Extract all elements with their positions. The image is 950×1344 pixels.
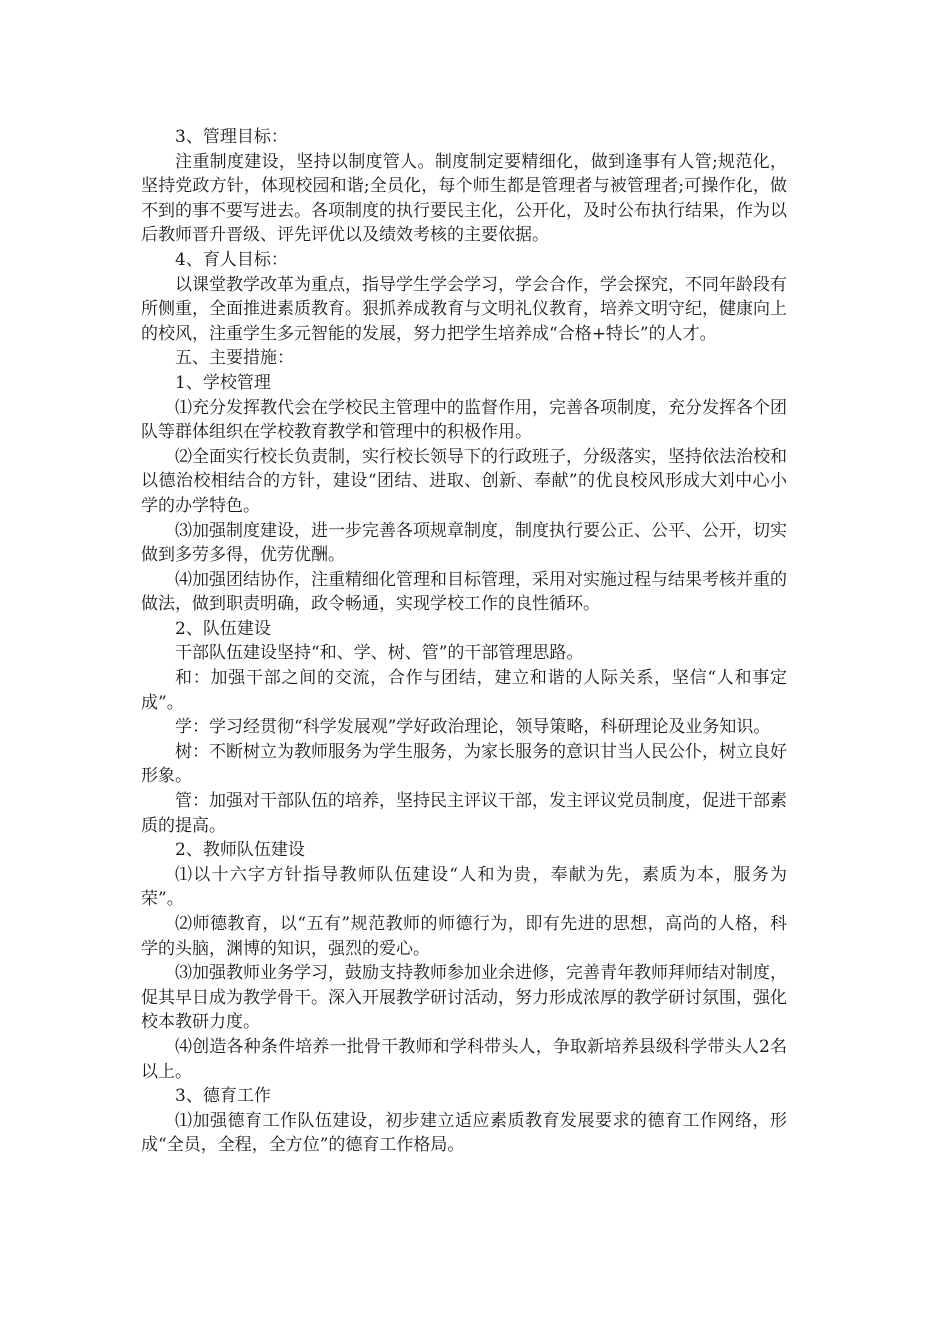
list-item: ⑴加强德育工作队伍建设，初步建立适应素质教育发展要求的德育工作网络，形成“全员，全程，全方位”的德育工作格局。 — [141, 1110, 787, 1156]
document-body — [141, 125, 787, 1158]
list-item: ⑷创造各种条件培养一批骨干教师和学科带头人，争取新培养县级科学带头人2名以上。 — [141, 1036, 787, 1082]
paragraph: 注重制度建设，坚持以制度管人。制度制定要精细化，做到逢事有人管;规范化，坚持党政方针，体现校园和谐;全员化，每个师生都是管理者与被管理者;可操作化，做不到的事不要写进去。各项制度的执行要民主化，公开化，及时公布执行结果，作为以后教师晋升晋级、评先评优以及绩效考核的主要依据。 — [141, 151, 787, 246]
heading-education-goal: 4、育人目标： — [175, 249, 288, 270]
paragraph: 以课堂教学改革为重点，指导学生学会学习，学会合作，学会探究，不同年龄段有所侧重，全面推进素质教育。狠抓养成教育与文明礼仪教育，培养文明守纪，健康向上的校风，注重学生多元智能的发展，努力把学生培养成“合格+特长”的人才。 — [141, 274, 787, 344]
list-item: ⑷加强团结协作，注重精细化管理和目标管理，采用对实施过程与结果考核并重的做法，做到职责明确，政令畅通，实现学校工作的良性循环。 — [141, 569, 787, 615]
heading-school-management: 1、学校管理 — [175, 372, 271, 393]
paragraph: 管：加强对干部队伍的培养，坚持民主评议干部，发主评议党员制度，促进干部素质的提高。 — [141, 791, 787, 836]
heading-main-measures: 五、主要措施： — [175, 348, 294, 369]
list-item: ⑴充分发挥教代会在学校民主管理中的监督作用，完善各项制度，充分发挥各个团队等群体组织在学校教育教学和管理中的积极作用。 — [141, 397, 787, 443]
paragraph: 和：加强干部之间的交流，合作与团结，建立和谐的人际关系，坚信“人和事定成”。 — [141, 668, 787, 713]
list-item: ⑴以十六字方针指导教师队伍建设“人和为贵，奉献为先，素质为本，服务为荣”。 — [141, 864, 787, 910]
heading-management-goal: 3、管理目标： — [175, 127, 288, 147]
list-item: ⑵全面实行校长负责制，实行校长领导下的行政班子，分级落实，坚持依法治校和以德治校相结合的方针，建设“团结、进取、创新、奉献”的优良校风形成大刘中心小学的办学特色。 — [141, 446, 787, 516]
list-item: ⑶加强教师业务学习，鼓励支持教师参加业余进修，完善青年教师拜师结对制度，促其早日成为教学骨干。深入开展教学研讨活动，努力形成浓厚的教学研讨氛围，强化校本教研力度。 — [141, 963, 787, 1033]
heading-team-building: 2、队伍建设 — [175, 618, 271, 639]
heading-moral-education: 3、德育工作 — [175, 1086, 271, 1107]
heading-teacher-team: 2、教师队伍建设 — [175, 840, 305, 861]
paragraph: 学：学习经贯彻“科学发展观”学好政治理论，领导策略，科研理论及业务知识。 — [175, 717, 771, 738]
paragraph: 树：不断树立为教师服务为学生服务，为家长服务的意识甘当人民公仆，树立良好形象。 — [141, 741, 787, 787]
list-item: ⑶加强制度建设，进一步完善各项规章制度，制度执行要公正、公平、公开，切实做到多劳多得，优劳优酬。 — [141, 520, 787, 566]
list-item: ⑵师德教育，以“五有”规范教师的师德行为，即有先进的思想，高尚的人格，科学的头脑，渊博的知识，强烈的爱心。 — [141, 914, 787, 959]
paragraph: 干部队伍建设坚持“和、学、树、管”的干部管理思路。 — [175, 643, 584, 664]
